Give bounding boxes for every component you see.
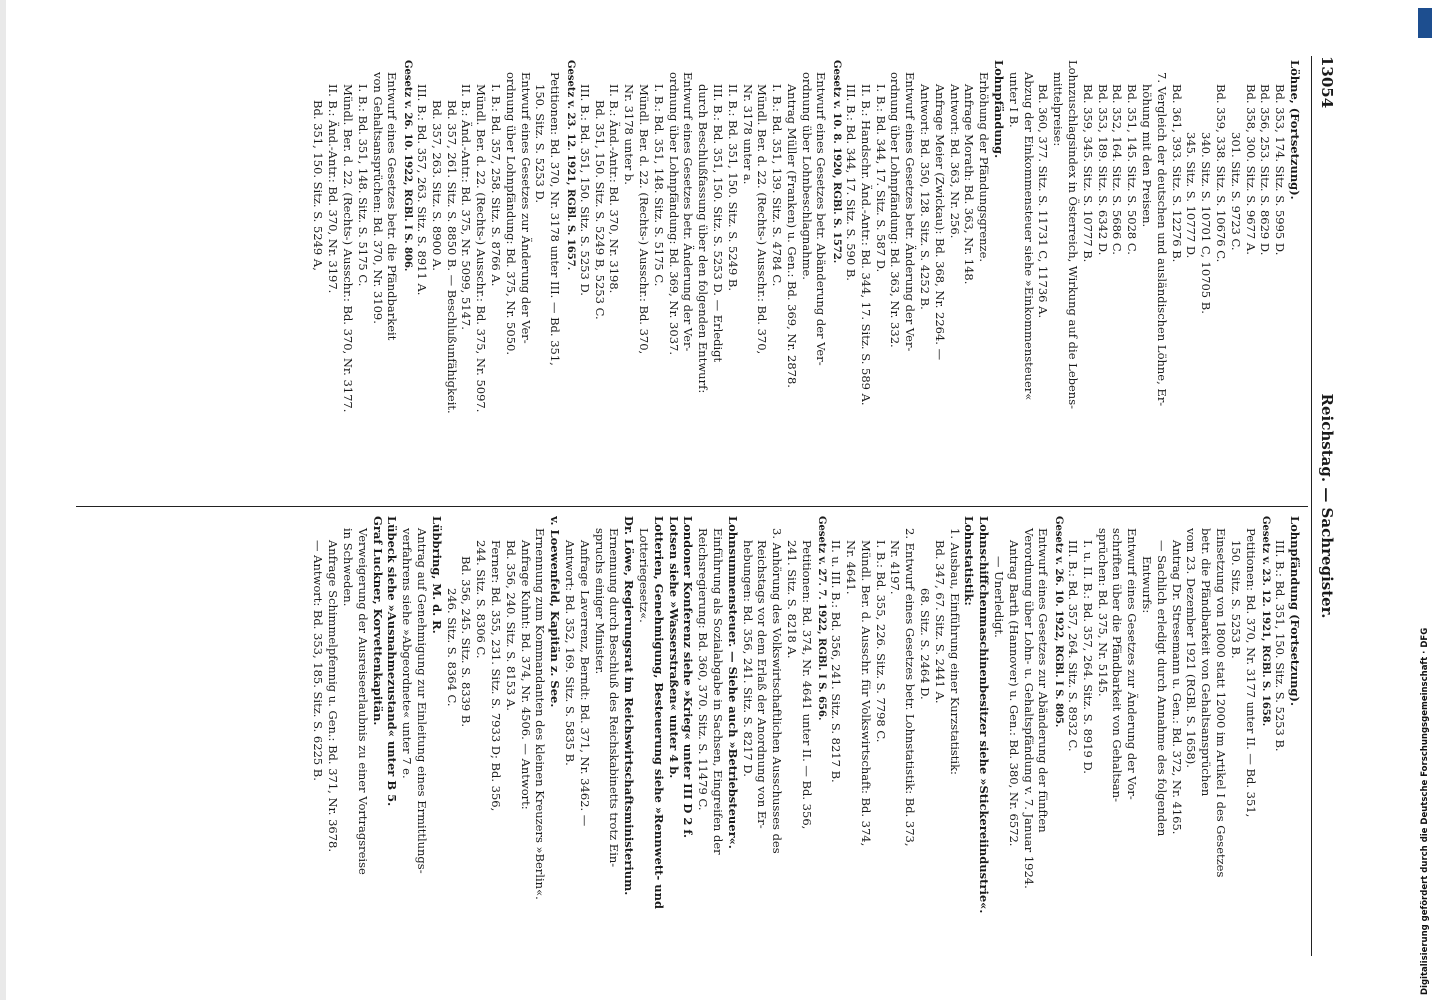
- index-entry-heading: Lohnschiffchenmaschinenbesitzer siehe »Stickereiindustrie«.: [977, 516, 992, 914]
- index-line: I. B.: Bd. 351, 139. Sitz. S. 4784 C.: [770, 84, 785, 287]
- index-line: I. B.: Bd. 351, 148. Sitz. S. 5175 C.: [355, 84, 370, 287]
- index-line: Nr. 3178 unter b.: [622, 84, 637, 185]
- index-line: Bd. 353, 189. Sitz. S. 6342 D.: [1095, 84, 1110, 256]
- index-line: III. B.: Bd. 351, 150. Sitz. S. 5253 D.: [577, 84, 592, 296]
- index-line: Bd. 357, 261. Sitz. S. 8850 B. — Beschlußunfähigkeit.: [444, 100, 459, 414]
- index-line: Bd. 357, 263. Sitz. S. 8900 A.: [429, 100, 444, 271]
- index-line: Anfrage Kuhnt: Bd. 374, Nr. 4506. — Antwort:: [518, 540, 533, 810]
- index-line: Petitionen: Bd. 370, Nr. 3178 unter III. — Bd. 351,: [548, 72, 563, 366]
- index-line: Ernennung zum Kommandanten des kleinen Kreuzers »Berlin«.: [533, 528, 548, 900]
- index-line: I. B.: Bd. 351, 148. Sitz. S. 5175 C.: [651, 84, 666, 287]
- index-line: 340. Sitz. S. 10701 C, 10705 B.: [1199, 132, 1214, 314]
- index-line: Petitionen: Bd. 374, Nr. 4641 unter II. — Bd. 356,: [799, 540, 814, 830]
- index-line: Nr. 4641.: [844, 540, 859, 595]
- index-line: hebungen: Bd. 356, 241. Sitz. S. 8217 D.: [740, 540, 755, 777]
- index-line: Nr. 3178 unter a.: [740, 84, 755, 185]
- page-title: Reichstag. — Sachregister.: [1318, 393, 1336, 619]
- index-line: höhung mit den Preisen.: [1140, 84, 1155, 228]
- scan-edge: [0, 0, 6, 1000]
- index-line: Nr. 4197.: [888, 540, 903, 595]
- law-reference: Gesetz v. 26. 10. 1922, RGBl. I S. 805.: [1053, 516, 1065, 728]
- index-entry-heading: Löhne, (Fortsetzung).: [1288, 60, 1302, 200]
- index-line: ordnung über Lohnpfändung: Bd. 363, Nr. 332.: [888, 72, 903, 348]
- index-line: Bd. 352, 164. Sitz. S. 5686 C.: [1110, 84, 1125, 255]
- index-column-left: [72, 60, 1302, 490]
- dfg-logo-icon: [1418, 8, 1432, 38]
- page-number: 13054: [1318, 56, 1336, 109]
- index-line: Abzug der Einkommensteuer siehe »Einkommensteuer«: [1021, 72, 1036, 401]
- index-line: mittelpreise:: [1051, 72, 1066, 147]
- index-line: I. B.: Bd. 355, 226. Sitz. S. 7798 C.: [873, 540, 888, 743]
- index-line: Antwort: Bd. 350, 128. Sitz. S. 4252 B.: [918, 84, 933, 310]
- index-line: verfahrens siehe »Abgeordnete« unter 7 e.: [400, 528, 415, 779]
- index-line: Anfrage Schimmelpfennig u. Gen.: Bd. 371, Nr. 3678.: [326, 540, 341, 852]
- index-line: ordnung über Lohnpfändung: Bd. 369, Nr. 3037.: [666, 72, 681, 355]
- index-line: Bd. 351, 145. Sitz. S. 5028 C.: [1125, 84, 1140, 255]
- index-line: Entwurf eines Gesetzes betr. die Pfändbarkeit: [385, 72, 400, 341]
- index-line: 150. Sitz. S. 5253 B.: [1228, 540, 1243, 659]
- index-line: Petitionen: Bd. 370, Nr. 3177 unter II. — Bd. 351,: [1243, 528, 1258, 818]
- index-entry-heading: Lübeck siehe »Ausnahmezustand« unter B 5.: [385, 516, 400, 807]
- index-line: Mündl. Ber. d. Ausschr. für Volkswirtschaft: Bd. 374,: [858, 540, 873, 847]
- index-line: betr. die Pfändbarkeit von Gehaltsansprüchen: [1199, 528, 1214, 797]
- index-line: Mündl. Ber. d. 22. (Rechts-) Ausschr.: Bd. 375, Nr. 5097.: [474, 84, 489, 413]
- index-line: Erhöhung der Pfändungsgrenze.: [977, 72, 992, 263]
- index-entry-heading: Graf Luckner, Korvettenkapitän.: [370, 516, 385, 726]
- index-line: III. B.: Bd. 344, 17. Sitz. S. 590 B.: [844, 84, 859, 281]
- index-line: Antwort: Bd. 352, 169. Sitz. S. 5835 B.: [562, 540, 577, 766]
- index-entry-heading: Lübbring, M. d. R.: [429, 516, 444, 634]
- index-line: 2. Entwurf eines Gesetzes betr. Lohnstatistik: Bd. 373,: [903, 528, 918, 847]
- index-entry-heading: Lohnpfändung (Fortsetzung).: [1288, 516, 1302, 706]
- index-line: Antrag Barth (Hannover) u. Gen.: Bd. 380, Nr. 6572.: [1006, 540, 1021, 847]
- index-line: I. B.: Bd. 344, 17. Sitz. S. 587 D.: [873, 84, 888, 273]
- index-line: Entwurf eines Gesetzes betr. Änderung der Ver-: [681, 72, 696, 352]
- index-line: durch Beschlußfassung über den folgenden Entwurf:: [696, 84, 711, 394]
- index-line: schriften über die Pfändbarkeit von Gehaltsan-: [1110, 528, 1125, 803]
- index-line: Bd. 359, 345. Sitz. S. 10777 B.: [1080, 84, 1095, 263]
- index-line: von Gehaltsansprüchen: Bd. 370, Nr. 3109.: [370, 72, 385, 324]
- index-line: Entwurf eines Gesetzes betr. Abänderung der Ver-: [814, 72, 829, 366]
- law-reference: Gesetz v. 23. 12. 1921, RGBl. S. 1658.: [1260, 516, 1272, 727]
- index-line: — Unerledigt.: [992, 556, 1007, 638]
- digitization-notice: [1410, 10, 1434, 1000]
- index-line: Entwurf eines Gesetzes zur Änderung der Vor-: [1125, 528, 1140, 800]
- index-line: Antrag auf Genehmigung zur Einleitung eines Ermittlungs-: [414, 528, 429, 874]
- index-line: Anfrage Meier (Zwickau): Bd. 368, Nr. 2264. —: [932, 84, 947, 361]
- index-line: Bd. 358, 300. Sitz. S. 9677 A.: [1243, 84, 1258, 255]
- page-header: [1308, 56, 1342, 956]
- index-line: 1. Ausbau, Einführung einer Kurzstatistik:: [947, 528, 962, 775]
- index-line: spruchs einiger Minister.: [592, 528, 607, 675]
- digitization-notice-text: Digitalisierung gefördert durch die Deutsche Forschungsgemeinschaft · DFG: [1420, 627, 1430, 995]
- index-line: II. B.: Handschr. Änd.-Antr.: Bd. 344, 17. Sitz. S. 589 A.: [858, 84, 873, 406]
- index-line: Bd. 351, 150. Sitz. S. 5249 A,: [311, 100, 326, 271]
- index-line: Lotteriegesetz«.: [636, 528, 651, 623]
- index-line: I. u. II. B.: Bd. 357, 264. Sitz. S. 8919 D.: [1080, 540, 1095, 774]
- index-line: — Sachlich erledigt durch Annahme des folgenden: [1154, 540, 1169, 837]
- index-line: 301. Sitz. S. 9723 C.: [1228, 132, 1243, 251]
- index-entry-heading: Lohnsummensteuer. — Siehe auch »Betriebsteuer«.: [725, 516, 740, 849]
- index-line: unter I B.: [1006, 72, 1021, 128]
- index-line: Mündl. Ber. d. 22. (Rechts-) Ausschr.: Bd. 370,: [636, 84, 651, 355]
- index-line: 68. Sitz. S. 2464 D.: [918, 588, 933, 700]
- index-line: 7. Vergleich der deutschen und ausländischen Löhne, Er-: [1154, 72, 1169, 407]
- index-line: II. B.: Änd.-Antr.: Bd. 370, Nr. 3198.: [607, 84, 622, 294]
- index-line: Antrag Müller (Franken) u. Gen.: Bd. 369, Nr. 2878.: [784, 84, 799, 388]
- index-line: Anfrage Laverrenz, Berndt: Bd. 371, Nr. 3462. —: [577, 540, 592, 827]
- index-line: vom 23. Dezember 1921 (RGBl. S. 1658).: [1184, 528, 1199, 768]
- rotated-page: [62, 56, 1342, 956]
- index-line: Entwurf eines Gesetzes zur Abänderung der fünften: [1036, 528, 1051, 833]
- index-line: Mündl. Ber. d. 22. (Rechts-) Ausschr.: Bd. 370,: [755, 84, 770, 355]
- column-separator: [76, 506, 1308, 507]
- index-line: Bd. 359, 338. Sitz. S. 10676 C.: [1214, 84, 1229, 263]
- index-line: Ernennung durch Beschluß des Reichskabinetts trotz Ein-: [607, 528, 622, 868]
- index-line: Entwurf eines Gesetzes betr. Änderung der Ver-: [903, 72, 918, 352]
- index-line: I. B.: Bd. 357, 258. Sitz. S. 8766 A.: [488, 84, 503, 287]
- index-line: Bd. 360, 377. Sitz. S. 11731 C, 11736 A.: [1036, 84, 1051, 319]
- index-line: 241. Sitz. S. 8218 A.: [784, 540, 799, 659]
- index-line: III. B.: Bd. 351, 150. Sitz. S. 5253 D. — Erledigt: [710, 84, 725, 363]
- index-line: Bd. 361, 393. Sitz. S. 12276 B.: [1169, 84, 1184, 263]
- index-line: in Schweden.: [341, 528, 355, 607]
- index-line: II. B.: Änd.-Antr.: Bd. 370, Nr. 3197.: [326, 84, 341, 294]
- index-entry-heading: Lotsen siehe »Wasserstraßen« unter 4 b.: [666, 516, 681, 779]
- header-rule: [1311, 56, 1312, 956]
- index-line: Verordnung über Lohn- u. Gehaltspfändung v. 7. Januar 1924.: [1021, 528, 1036, 889]
- index-line: III. B.: Bd. 351, 150. Sitz. S. 5253 B.: [1273, 540, 1288, 752]
- index-line: Bd. 347, 67. Sitz. S. 2441 A.: [932, 540, 947, 704]
- index-entry-heading: Londoner Konferenz siehe »Krieg« unter III D 2 f.: [681, 516, 696, 838]
- law-reference: Gesetz v. 26. 10. 1922, RGBl. I S. 806.: [402, 60, 414, 272]
- index-line: Einführung als Sozialabgabe in Sachsen, Eingreifen der: [710, 528, 725, 855]
- index-entry-heading: Lohnpfändung.: [992, 60, 1007, 159]
- index-line: ordnung über Lohnbeschlagnahme.: [799, 72, 814, 280]
- index-entry-heading: Lotterien, Genehmigung, Besteuerung siehe »Rennwett- und: [651, 516, 666, 909]
- index-line: 3. Anhörung des Volkswirtschaftlichen Ausschusses des: [770, 528, 785, 854]
- index-line: 246. Sitz. S. 8364 C.: [444, 588, 459, 707]
- index-line: III. B.: Bd. 357, 264. Sitz. S. 8932 C.: [1066, 540, 1081, 752]
- index-line: Bd. 356, 253. Sitz. S. 8629 D.: [1258, 84, 1273, 256]
- index-line: Einsetzung von 18000 statt 12000 im Artikel I des Gesetzes: [1214, 528, 1229, 878]
- index-line: Antrag Dr. Stresemann u. Gen.: Bd. 372, Nr. 4165.: [1169, 540, 1184, 835]
- index-line: Mündl. Ber. d. 22. (Rechts-) Ausschr.: Bd. 370, Nr. 3177.: [341, 84, 355, 413]
- index-line: — Antwort: Bd. 353, 185. Sitz. S. 6225 B.: [311, 540, 326, 781]
- index-line: II. B.: Änd.-Antr.: Bd. 375, Nr. 5099, 5147.: [459, 84, 474, 330]
- index-line: Lohnzuschlagsindex in Österreich, Wirkung auf die Lebens-: [1066, 60, 1081, 409]
- index-column-right: [72, 516, 1302, 946]
- index-line: ordnung über Lohnpfändung: Bd. 375, Nr. 5050.: [503, 72, 518, 355]
- index-line: sprüchen: Bd. 375, Nr. 5145.: [1095, 528, 1110, 697]
- index-entry-heading: Lohnstatistik:: [962, 516, 977, 606]
- index-line: 150. Sitz. S. 5253 D.: [533, 84, 548, 203]
- index-line: II. B.: Bd. 351, 150. Sitz. S. 5249 B.: [725, 84, 740, 292]
- index-line: Bd. 356, 245. Sitz. S. 8339 B.: [459, 556, 474, 728]
- index-line: Entwurf eines Gesetzes zur Änderung der Ver-: [518, 72, 533, 344]
- index-line: 345. Sitz. S. 10777 D.: [1184, 132, 1199, 259]
- index-line: Entwurfs:: [1140, 556, 1155, 614]
- index-line: III. B.: Bd. 357, 263. Sitz. S. 8911 A.: [414, 84, 429, 296]
- index-line: Ferner: Bd. 355, 231. Sitz. S. 7933 D; Bd. 356,: [488, 540, 503, 812]
- law-reference: Gesetz v. 27. 7. 1922, RGBl. I S. 656.: [816, 516, 828, 721]
- law-reference: Gesetz v. 10. 8. 1920, RGBl. S. 1572.: [831, 60, 843, 264]
- index-line: Verweigerung der Ausreiseerlaubnis zu einer Vortragsreise: [355, 528, 370, 875]
- index-line: Bd. 356, 240. Sitz. S. 8153 A.: [503, 540, 518, 711]
- law-reference: Gesetz v. 23. 12. 1921, RGBl. S. 1657.: [564, 60, 576, 271]
- index-line: Antwort: Bd. 363, Nr. 256.: [947, 84, 962, 239]
- index-entry-heading: v. Loewenfeld, Kapitän z. See.: [548, 516, 563, 708]
- index-line: II. u. III. B.: Bd. 356, 241. Sitz. S. 8217 B.: [829, 540, 844, 783]
- index-line: Reichsregierung: Bd. 360, 370. Sitz. S. 11479 C.: [696, 528, 711, 811]
- index-entry-heading: Dr. Löwe, Regierungsrat im Reichswirtschaftsministerium.: [622, 516, 637, 896]
- index-line: 244. Sitz. S. 8306 C.: [474, 540, 489, 659]
- index-line: Bd. 353, 174. Sitz. S. 5995 D.: [1273, 84, 1288, 256]
- index-line: Bd. 351, 150. Sitz. S. 5249 B, 5253 C.: [592, 100, 607, 320]
- index-line: Anfrage Morath: Bd. 363, Nr. 148.: [962, 84, 977, 285]
- index-line: Reichstags vor dem Erlaß der Anordnung von Er-: [755, 540, 770, 829]
